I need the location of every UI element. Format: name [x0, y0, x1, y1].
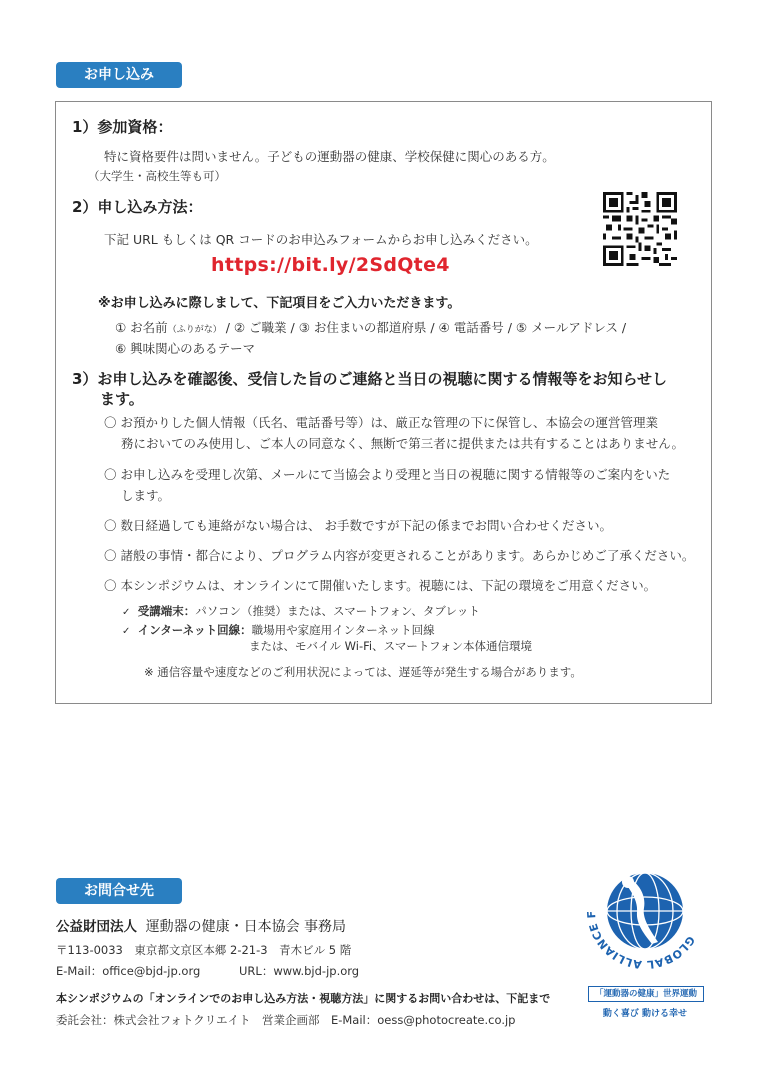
org-name-line: 公益財団法人 運動器の健康・日本協会 事務局	[56, 919, 347, 935]
eligibility-note: （大学生・高校生等も可）	[88, 169, 226, 183]
env-network-line: ✓ インターネット回線：職場用や家庭用インターネット回線	[122, 623, 435, 637]
confirmation-heading-line-2: ます。	[100, 390, 144, 408]
check-icon: ✓	[122, 626, 131, 637]
env-network-line-2: または、モバイル Wi-Fi、スマートフォン本体通信環境	[249, 639, 532, 653]
env-device-line: ✓ 受講端末：パソコン（推奨）または、スマートフォン、タブレット	[122, 604, 480, 618]
receipt-bullet-line-2: します。	[121, 488, 171, 503]
application-method-heading: 2）申し込み方法：	[72, 198, 203, 216]
globe-emblem-icon	[580, 846, 710, 976]
org-email: E-Mail：office@bjd-jp.org	[56, 964, 201, 978]
global-alliance-logo	[580, 846, 710, 1026]
qr-code-icon	[603, 192, 677, 266]
input-items-note: ※お申し込みに際しまして、下記項目をご入力いただきます。	[98, 296, 461, 311]
no-contact-bullet: 〇 数日経過しても連絡がない場合は、 お手数ですが下記の係までお問い合わせください。	[104, 518, 612, 533]
contractor-info: 委託会社：株式会社フォトクリエイト 営業企画部 E-Mail：oess@photocreate.co.jp	[56, 1013, 516, 1027]
confirmation-heading-line-1: 3）お申し込みを確認後、受信した旨のご連絡と当日の視聴に関する情報等をお知らせし	[72, 370, 667, 388]
eligibility-heading: 1）参加資格：	[72, 118, 173, 136]
org-url: URL：www.bjd-jp.org	[239, 964, 360, 978]
inquiry-note: 本シンポジウムの「オンラインでのお申し込み方法・視聴方法」に関するお問い合わせは、下記まで	[56, 992, 551, 1005]
application-url-link[interactable]: https://bit.ly/2SdQte4	[211, 254, 450, 276]
apply-section-tab: お申し込み	[56, 62, 182, 88]
program-change-bullet: 〇 諸般の事情・都合により、プログラム内容が変更されることがあります。あらかじめご了承ください。	[104, 548, 695, 563]
application-method-text: 下記 URL もしくは QR コードのお申込みフォームからお申し込みください。	[104, 232, 538, 247]
privacy-bullet-line-1: 〇 お預かりした個人情報（氏名、電話番号等）は、厳正な管理の下に保管し、本協会の運営管理業	[104, 415, 658, 430]
org-address: 〒113-0033 東京都文京区本郷 2-21-3 青木ビル 5 階	[56, 943, 352, 957]
contact-section-tab: お問合せ先	[56, 878, 182, 904]
eligibility-text: 特に資格要件は問いません。子どもの運動器の健康、学校保健に関心のある方。	[104, 149, 555, 164]
check-icon: ✓	[122, 607, 131, 618]
logo-slogan-text: 動く喜び 動ける幸せ	[602, 1009, 688, 1019]
online-bullet: 〇 本シンポジウムは、オンラインにて開催いたします。視聴には、下記の環境をご用意ください。	[104, 578, 657, 593]
logo-ring-text: GLOBAL ALLIANCE F	[584, 909, 698, 972]
receipt-bullet-line-1: 〇 お申し込みを受理し次第、メールにて当協会より受理と当日の視聴に関する情報等のご案内をいた	[104, 467, 671, 482]
input-items-line-1: ① お名前（ふりがな） / ② ご職業 / ③ お住まいの都道府県 / ④ 電話番号 / ⑤ メールアドレス /	[115, 320, 627, 335]
logo-campaign-text: 「運動器の健康」世界運動	[588, 986, 704, 1002]
env-delay-note: ※ 通信容量や速度などのご利用状況によっては、遅延等が発生する場合があります。	[144, 665, 582, 679]
privacy-bullet-line-2: 務においてのみ使用し、ご本人の同意なく、無断で第三者に提供または共有することはありません。	[121, 436, 685, 451]
input-items-line-2: ⑥ 興味関心のあるテーマ	[115, 341, 256, 356]
